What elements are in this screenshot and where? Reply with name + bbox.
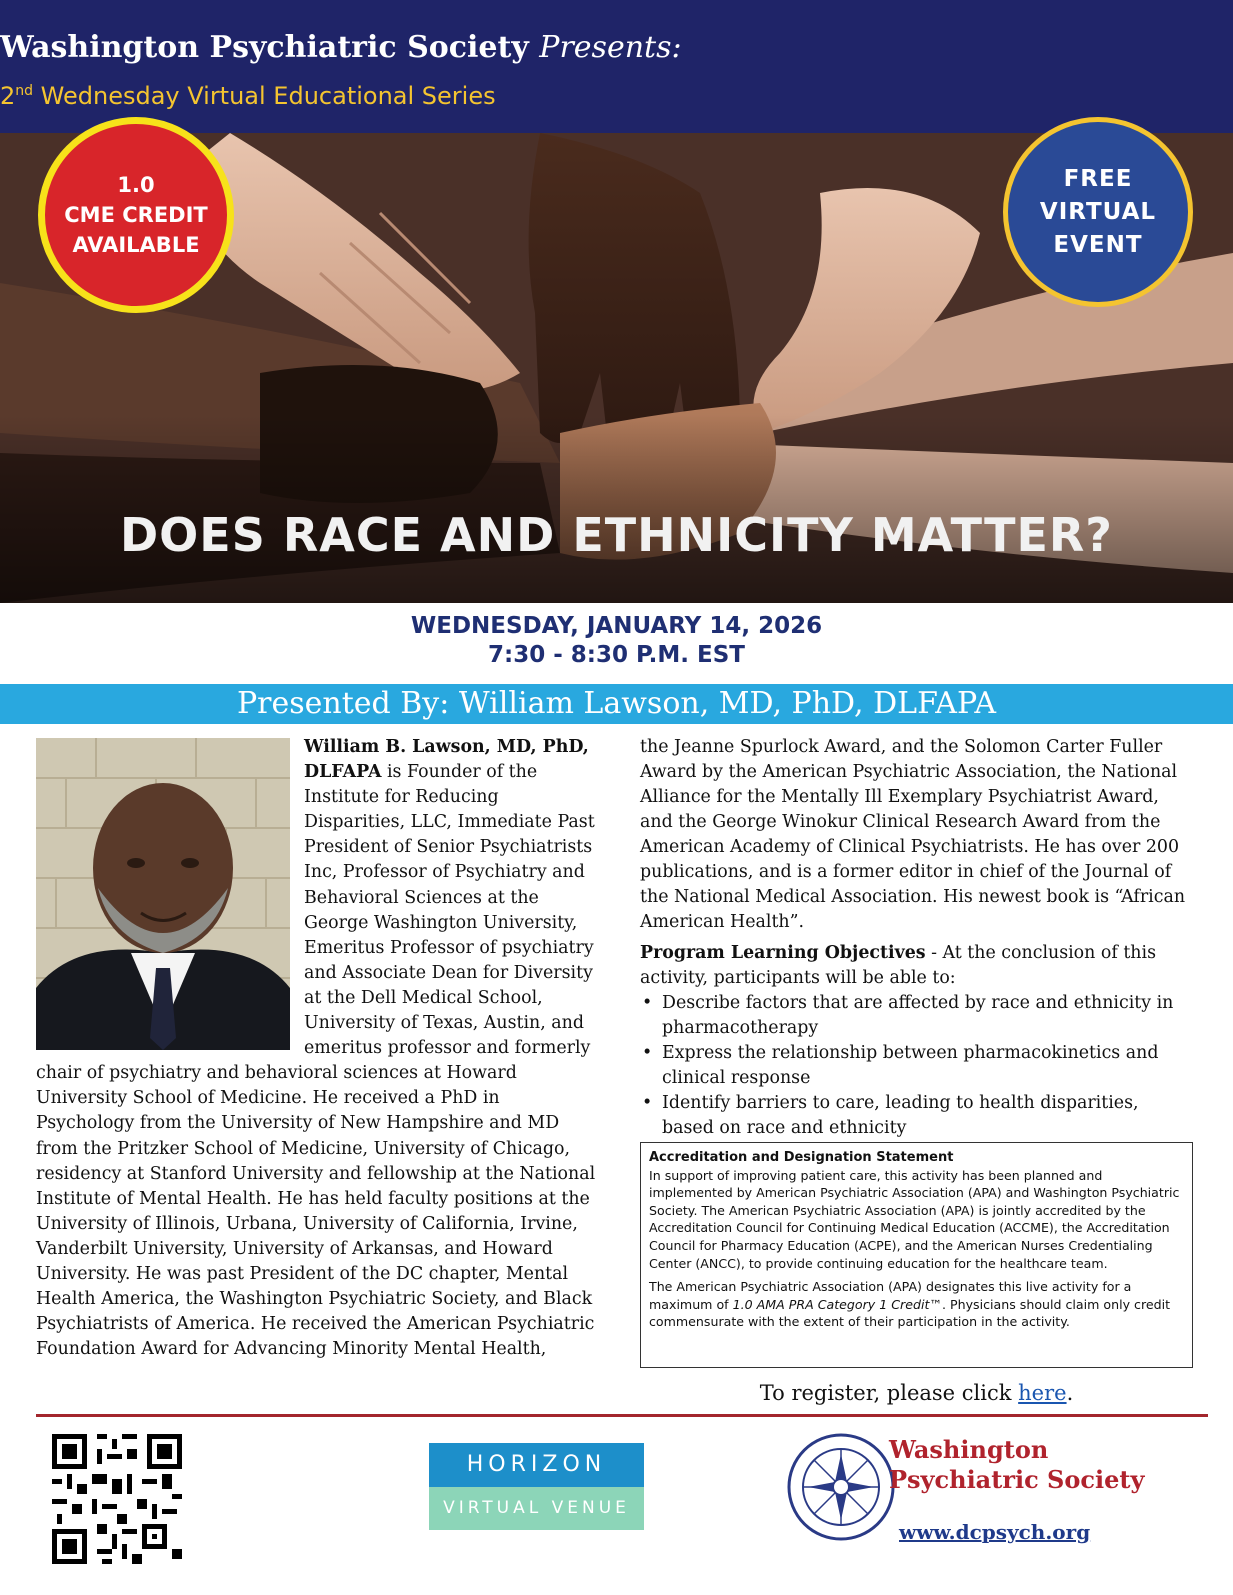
presents-text: Presents:	[539, 30, 682, 65]
wps-website-link[interactable]: www.dcpsych.org	[899, 1520, 1091, 1544]
header-banner	[0, 0, 1233, 133]
right-column	[640, 735, 1195, 1141]
trademark-symbol: ™	[929, 1296, 942, 1312]
org-name: Washington Psychiatric Society	[0, 30, 529, 65]
footer-divider	[36, 1414, 1208, 1417]
objectives-title: Program Learning Objectives	[640, 943, 926, 963]
virtual-venue-label: VIRTUAL VENUE	[429, 1487, 644, 1530]
cme-credit-amount: 1.0	[117, 173, 155, 197]
wps-logo-text	[889, 1435, 1144, 1495]
credit-designation: 1.0 AMA PRA Category 1 Credit	[732, 1296, 930, 1312]
event-date: WEDNESDAY, JANUARY 14, 2026	[410, 613, 823, 639]
event-datetime	[0, 612, 1233, 670]
event-time: 7:30 - 8:30 P.M. EST	[488, 642, 745, 668]
register-text: To register, please click	[759, 1381, 1019, 1405]
register-link[interactable]: here	[1018, 1381, 1067, 1405]
header-title	[0, 30, 1233, 65]
objectives-list	[640, 991, 1195, 1141]
learning-objectives	[640, 941, 1195, 1141]
virtual-label: VIRTUAL	[1039, 198, 1157, 225]
designation-text-end: . Physicians should claim only credit commensurate with the extent of their participation in the activity.	[649, 1296, 1171, 1330]
presenter-bio-continued: the Jeanne Spurlock Award, and the Solomon Carter Fuller Award by the American Psychiatric Association, the National Alliance for the Mentally Ill Exemplary Psychiatrist Award, and the George Winokur Clinical Research Award from the American Academy of Clinical Psychiatrists. He has over 200 publications, and is a former editor in chief of the Journal of the National Medical Association. His newest book is “African American Health”.	[640, 737, 1186, 932]
series-ordinal: 2	[0, 82, 16, 110]
objective-item: • Identify barriers to care, leading to health disparities, based on race and ethnicity	[662, 1091, 1195, 1141]
register-period: .	[1066, 1381, 1074, 1405]
accreditation-title: Accreditation and Designation Statement	[649, 1150, 954, 1165]
qr-code[interactable]	[52, 1434, 182, 1564]
event-headline: DOES RACE AND ETHNICITY MATTER?	[119, 508, 1113, 562]
presenter-bar: Presented By: William Lawson, MD, PhD, DLFAPA	[0, 684, 1233, 724]
series-ordinal-suffix: nd	[15, 83, 34, 99]
free-label: FREE	[1063, 165, 1133, 192]
free-virtual-event-badge	[1003, 117, 1193, 307]
cme-credit-label: CME CREDIT	[64, 203, 208, 227]
wps-name-line1: Washington	[889, 1435, 1049, 1464]
designation-statement	[649, 1278, 1184, 1331]
series-name: Wednesday Virtual Educational Series	[33, 82, 496, 110]
horizon-virtual-venue-logo	[429, 1443, 644, 1530]
cme-available-label: AVAILABLE	[72, 233, 200, 257]
wps-name-line2: Psychiatric Society	[889, 1465, 1145, 1494]
cme-credit-badge	[38, 117, 234, 313]
horizon-label: HORIZON	[429, 1443, 644, 1487]
objective-item: • Describe factors that are affected by race and ethnicity in pharmacotherapy	[662, 991, 1195, 1041]
presenter-bio	[36, 735, 602, 1362]
series-title	[0, 82, 1233, 110]
wps-seal-icon	[786, 1432, 896, 1542]
objectives-intro: - At the conclusion of this activity, participants will be able to:	[640, 943, 1156, 988]
accreditation-box	[640, 1142, 1193, 1368]
presenter-bio-text: is Founder of the Institute for Reducing Disparities, LLC, Immediate Past President of Senior Psychiatrists Inc, Professor of Psychiatry and Behavioral Sciences at the George Washington University, Emeritus Professor of psychiatry and Associate Dean for Diversity at the Dell Medical School, University of Texas, Austin, and emeritus professor and formerly chair of psychiatry and behavioral sciences at Howard University School of Medicine. He received a PhD in Psychology from the University of New Hampshire and MD from the Pritzker School of Medicine, University of Chicago, residency at Stanford University and fellowship at the National Institute of Mental Health. He has held faculty positions at the University of Illinois, Urbana, University of California, Irvine, Vanderbilt University, University of Arkansas, and Howard University. He was past President of the DC chapter, Mental Health America, the Washington Psychiatric Society, and Black Psychiatrists of America. He received the American Psychiatric Foundation Award for Advancing Minority Mental Health,	[36, 762, 596, 1360]
accreditation-statement: In support of improving patient care, this activity has been planned and implemented by American Psychiatric Association (APA) and Washington Psychiatric Society. The American Psychiatric Association (APA) is jointly accredited by the Accreditation Council for Continuing Medical Education (ACCME), the Accreditation Council for Pharmacy Education (ACPE), and the American Nurses Credentialing Center (ANCC), to provide continuing education for the healthcare team.	[649, 1167, 1180, 1271]
event-label: EVENT	[1053, 231, 1143, 258]
presenter-name: William B. Lawson, MD, PhD, DLFAPA	[304, 737, 589, 783]
objective-item: • Express the relationship between pharmacokinetics and clinical response	[662, 1041, 1195, 1091]
designation-text: The American Psychiatric Association (APA) designates this live activity for a maximum of	[649, 1279, 1132, 1312]
register-line	[640, 1381, 1193, 1405]
